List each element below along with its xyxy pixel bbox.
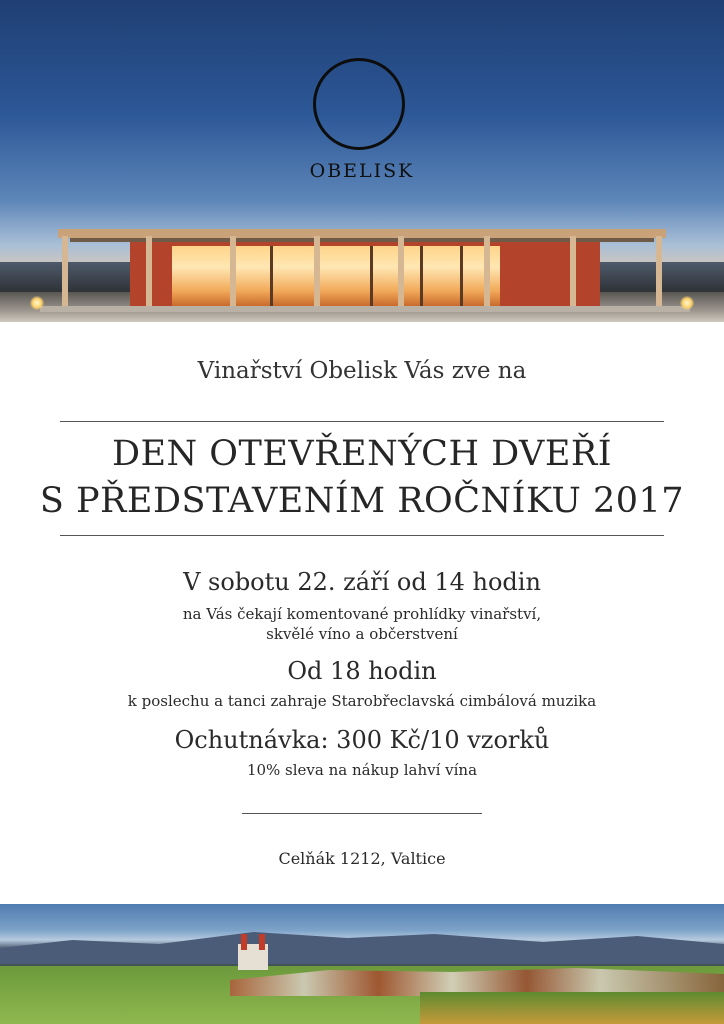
program-line: na Vás čekají komentované prohlídky vinařství,: [182, 605, 542, 623]
building-post: [484, 236, 490, 308]
winery-glass-facade: [172, 246, 500, 306]
program-heading-1: V sobotu 22. září od 14 hodin: [183, 568, 541, 596]
title-bottom-rule: [60, 535, 664, 536]
title-top-rule: [60, 421, 664, 422]
building-post: [146, 236, 152, 308]
church-tower-icon: [241, 934, 247, 950]
program-line: 10% sleva na nákup lahví vína: [246, 761, 478, 779]
program-heading-3: Ochutnávka: 300 Kč/10 vzorků: [174, 726, 550, 754]
address: Celňák 1212, Valtice: [278, 849, 446, 868]
obelisk-logo-ring-icon: [313, 58, 405, 150]
building-post: [398, 236, 404, 308]
building-post: [62, 236, 68, 308]
program-line: skvělé víno a občerstvení: [266, 625, 458, 643]
hero-photo-winery: [0, 0, 724, 322]
church-tower-icon: [259, 934, 265, 950]
landscape-vineyard: [420, 992, 724, 1024]
landscape-mountains: [0, 924, 724, 964]
event-title-line1: DEN OTEVŘENÝCH DVEŘÍ: [111, 434, 613, 474]
logo-text: OBELISK: [309, 160, 415, 182]
window-mullion: [420, 246, 423, 306]
building-floor: [40, 306, 690, 312]
building-post: [656, 236, 662, 308]
program-heading-2: Od 18 hodin: [287, 657, 437, 685]
address-rule: [242, 813, 482, 814]
event-title-line2: S PŘEDSTAVENÍM ROČNÍKU 2017: [39, 481, 685, 521]
window-mullion: [460, 246, 463, 306]
window-mullion: [270, 246, 273, 306]
ground-light: [680, 296, 694, 310]
program-line: k poslechu a tanci zahraje Starobřeclavská cimbálová muzika: [127, 692, 597, 710]
building-post: [230, 236, 236, 308]
invite-line: Vinařství Obelisk Vás zve na: [197, 358, 527, 384]
building-post: [314, 236, 320, 308]
ground-light: [30, 296, 44, 310]
building-post: [570, 236, 576, 308]
window-mullion: [370, 246, 373, 306]
